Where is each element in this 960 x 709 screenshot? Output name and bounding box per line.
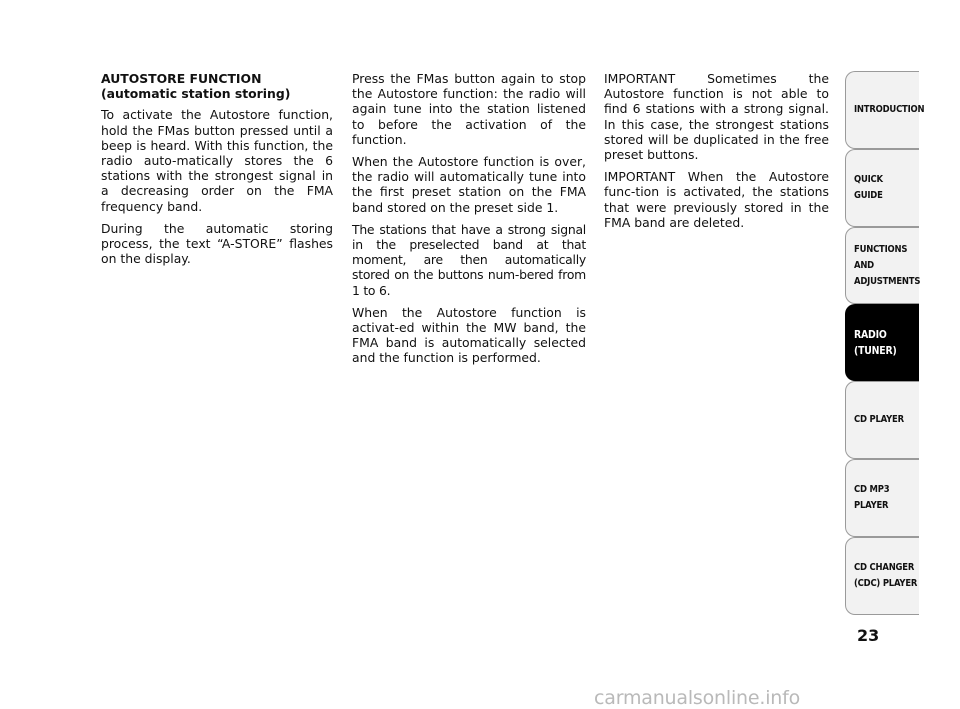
heading-line-2: (automatic station storing) [101,86,291,102]
tab-label: CD PLAYER [854,414,904,425]
section-heading [101,71,333,101]
tab-cd-player[interactable] [845,381,919,459]
paragraph: IMPORTANT When the Autostore func-tion is activated, the stations that were previously stored in the FMA band are deleted. [604,169,829,230]
paragraph: During the automatic storing process, the text “A-STORE” flashes on the display. [101,220,333,267]
paragraph: Press the FMas button again to stop the Autostore function: the radio will again tune into the station listened to before the activation of the function. [352,71,586,147]
tab-functions-and-adjustments[interactable] [845,227,919,304]
tab-label: (CDC) PLAYER [854,578,918,589]
tab-quick-guide[interactable] [845,149,919,227]
paragraph: When the Autostore function is over, the radio will automatically tune into the first preset station on the FMA band stored on the preset side 1. [352,154,586,215]
tab-label: CD MP3 [854,484,890,495]
page-number: 23 [857,626,880,645]
tab-label: AND [854,259,874,271]
tab-label: CD CHANGER [854,562,915,573]
tab-label: PLAYER [854,500,889,511]
text-column-2 [352,71,586,373]
tab-label: FUNCTIONS [854,243,908,255]
text-column-3 [604,71,829,237]
tab-radio-tuner[interactable] [845,304,919,381]
paragraph: When the Autostore function is activat-ed within the MW band, the FMA band is automatically selected and the function is performed. [352,304,586,366]
tab-label: RADIO [854,328,887,341]
tab-label: ADJUSTMENTS [854,275,921,287]
heading-line-1: AUTOSTORE FUNCTION [101,71,262,86]
tab-cd-mp3-player[interactable] [845,459,919,537]
tab-label: INTRODUCTION [854,104,925,115]
section-tabs [845,71,925,615]
tab-label: (TUNER) [854,344,897,357]
tab-introduction[interactable] [845,71,925,149]
paragraph: IMPORTANT Sometimes the Autostore function is not able to find 6 stations with a strong signal. In this case, the strongest stations stored will be duplicated in the free preset buttons. [604,71,829,163]
watermark: carmanualsonline.info [594,687,801,709]
tab-cd-changer-player[interactable] [845,537,919,615]
tab-label: GUIDE [854,190,883,201]
paragraph: The stations that have a strong signal in the preselected band at that moment, are then automatically stored on the buttons num-bered from 1 to 6. [352,221,586,298]
text-column-1 [101,71,333,273]
paragraph: To activate the Autostore function, hold the FMas button pressed until a beep is heard. With this function, the radio auto-matically stores the 6 stations with the strongest signal in a decreasing order on the FMA frequency band. [101,107,333,214]
tab-label: QUICK [854,174,883,185]
